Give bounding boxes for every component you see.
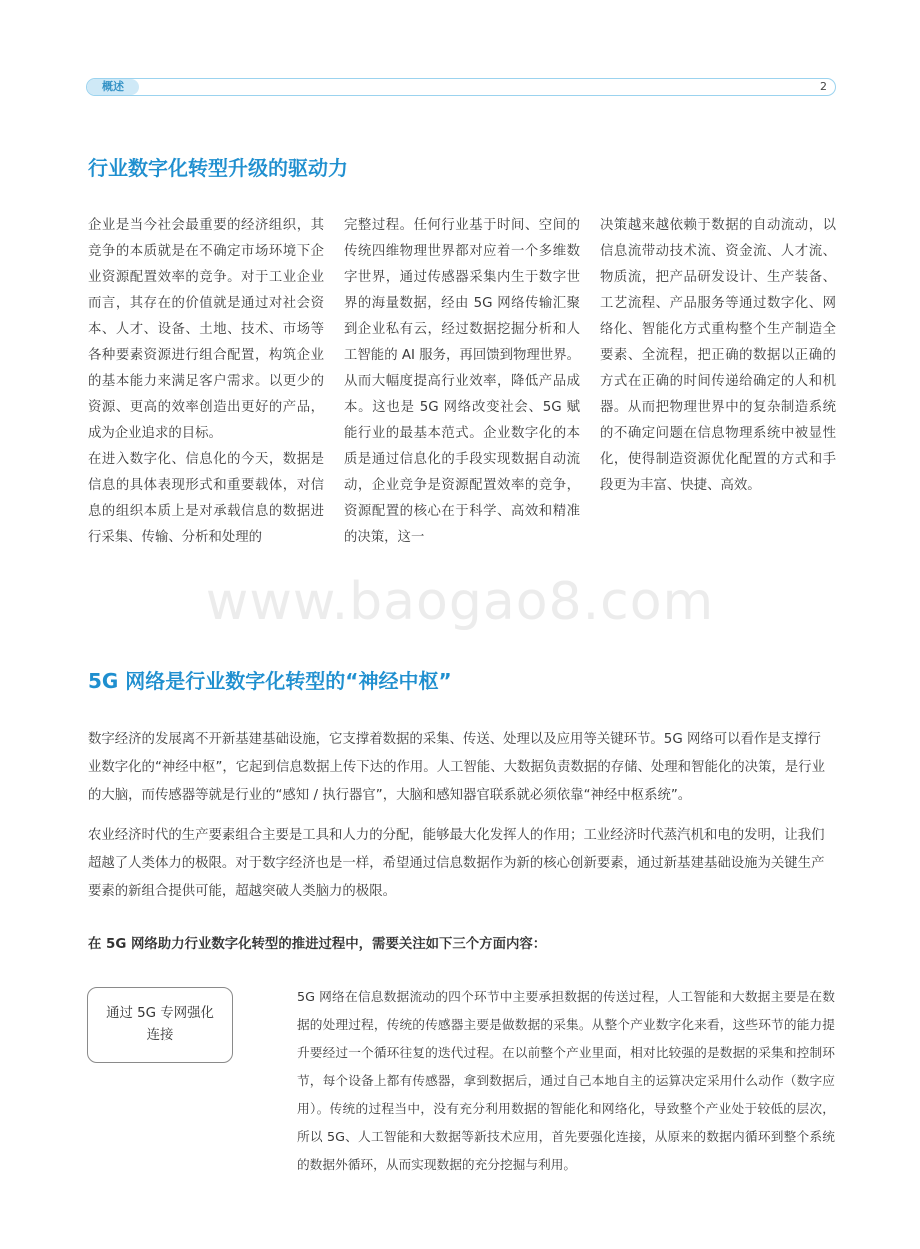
column-1-paragraph-2: 在进入数字化、信息化的今天，数据是信息的具体表现形式和重要载体，对信息的组织本质上是对承载信息的数据进行采集、传输、分析和处理的: [88, 452, 324, 545]
lead-sentence: 在 5G 网络助力行业数字化转型的推进过程中，需要关注如下三个方面内容：: [88, 937, 547, 952]
page-header-bar: [86, 78, 836, 96]
section-title-5g-hub: 5G 网络是行业数字化转型的“神经中枢”: [88, 669, 452, 693]
column-2: [344, 213, 580, 551]
column-2-paragraph: 完整过程。任何行业基于时间、空间的传统四维物理世界都对应着一个多维数字世界，通过传感器采集内生于数字世界的海量数据，经由 5G 网络传输汇聚到企业私有云，经过数据挖掘分析和人工智能的 AI 服务，再回馈到物理世界。从而大幅度提高行业效率，降低产品成本。这也是 5G 网络改变社会、5G 赋能行业的最基本范式。企业数字化的本质是通过信息化的手段实现数据自动流动，企业竞争是资源配置效率的竞争，资源配置的核心在于科学、高效和精准的决策，这一: [344, 218, 580, 545]
section-title-drivers: 行业数字化转型升级的驱动力: [88, 156, 348, 180]
column-3-paragraph: 决策越来越依赖于数据的自动流动，以信息流带动技术流、资金流、人才流、物质流，把产品研发设计、生产装备、工艺流程、产品服务等通过数字化、网络化、智能化方式重构整个生产制造全要素、全流程，把正确的数据以正确的方式在正确的时间传递给确定的人和机器。从而把物理世界中的复杂制造系统的不确定问题在信息物理系统中被显性化，使得制造资源优化配置的方式和手段更为丰富、快捷、高效。: [600, 218, 836, 493]
topic-box-description: 5G 网络在信息数据流动的四个环节中主要承担数据的传送过程，人工智能和大数据主要是在数据的处理过程，传统的传感器主要是做数据的采集。从整个产业数字化来看，这些环节的能力提升要经过一个循环往复的迭代过程。在以前整个产业里面，相对比较强的是数据的采集和控制环节，每个设备上都有传感器，拿到数据后，通过自己本地自主的运算决定采用什么动作（数字应用）。传统的过程当中，没有充分利用数据的智能化和网络化，导致整个产业处于较低的层次，所以 5G、人工智能和大数据等新技术应用，首先要强化连接，从原来的数据内循环到整个系统的数据外循环，从而实现数据的充分挖掘与利用。: [297, 989, 835, 1172]
column-3: [600, 213, 836, 499]
page-number: 2: [820, 80, 827, 93]
paragraph-digital-economy: 数字经济的发展离不开新基建基础设施，它支撑着数据的采集、传送、处理以及应用等关键环节。5G 网络可以看作是支撑行业数字化的“神经中枢”，它起到信息数据上传下达的作用。人工智能、大数据负责数据的存储、处理和智能化的决策，是行业的大脑，而传感器等就是行业的“感知 / 执行器官”，大脑和感知器官联系就必须依靠“神经中枢系统”。: [88, 732, 825, 803]
section-tag: 概述: [87, 79, 139, 95]
column-1: [88, 213, 324, 551]
topic-box-label: 通过 5G 专网强化连接: [106, 1006, 214, 1043]
column-1-paragraph-1: 企业是当今社会最重要的经济组织，其竞争的本质就是在不确定市场环境下企业资源配置效率的竞争。对于工业企业而言，其存在的价值就是通过对社会资本、人才、设备、土地、技术、市场等各种要素资源进行组合配置，构筑企业的基本能力来满足客户需求。以更少的资源、更高的效率创造出更好的产品，成为企业追求的目标。: [88, 218, 324, 441]
topic-box-5g-private-network: [87, 987, 233, 1063]
paragraph-production-factors: 农业经济时代的生产要素组合主要是工具和人力的分配，能够最大化发挥人的作用；工业经济时代蒸汽机和电的发明，让我们超越了人类体力的极限。对于数字经济也是一样，希望通过信息数据作为新的核心创新要素，通过新基建基础设施为关键生产要素的新组合提供可能，超越突破人类脑力的极限。: [88, 828, 825, 899]
watermark: www.baogao8.com: [205, 572, 715, 632]
